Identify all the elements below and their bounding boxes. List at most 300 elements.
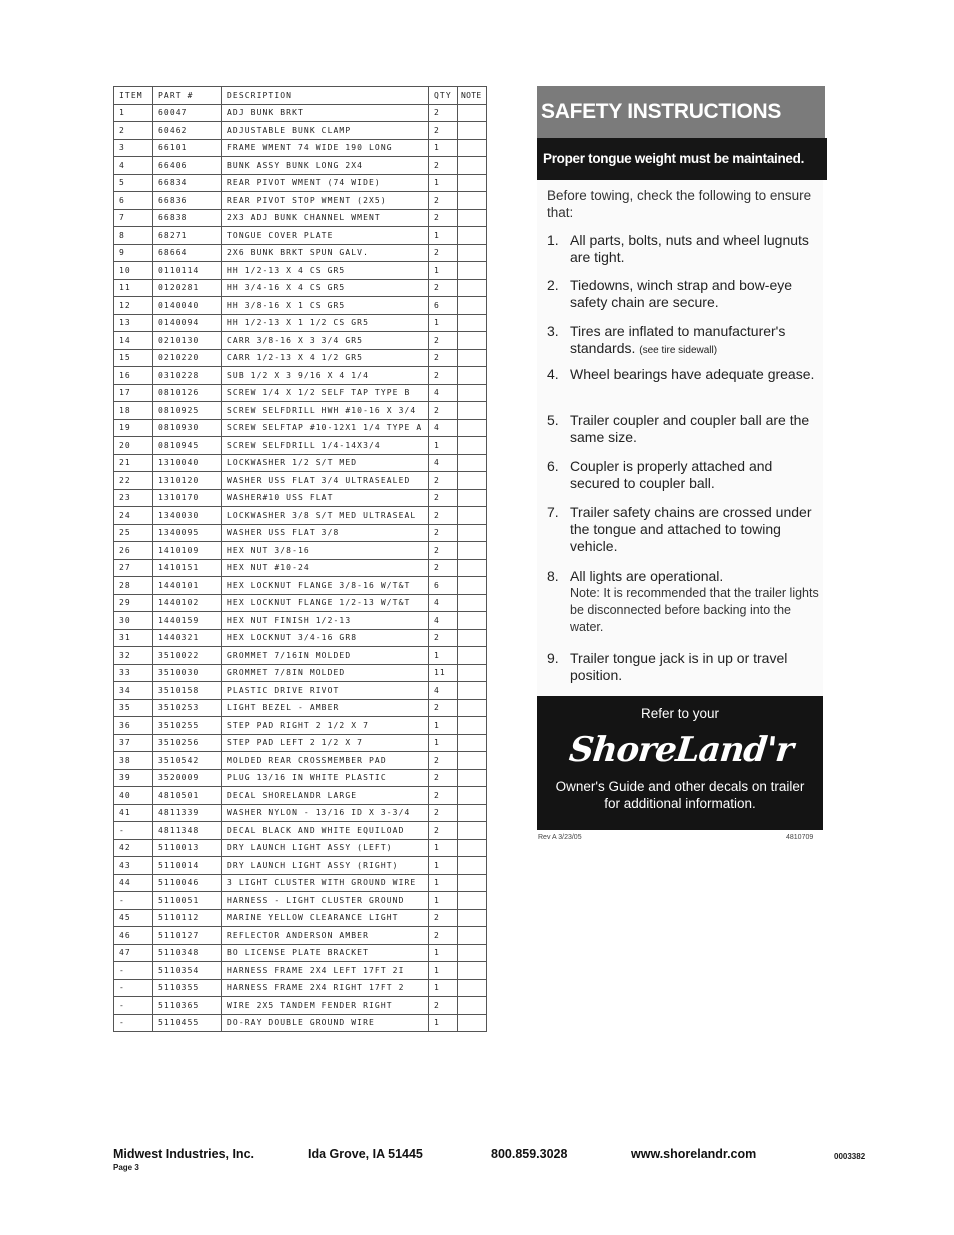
qty-cell: 2 (429, 192, 458, 210)
note-cell (458, 874, 487, 892)
description-cell: HEX LOCKNUT FLANGE 3/8-16 W/T&T (222, 577, 429, 595)
footer-phone: 800.859.3028 (491, 1147, 568, 1161)
item-cell: 40 (114, 787, 153, 805)
description-cell: STEP PAD RIGHT 2 1/2 X 7 (222, 717, 429, 735)
description-cell: HARNESS - LIGHT CLUSTER GROUND (222, 892, 429, 910)
item-cell: 35 (114, 699, 153, 717)
description-cell: SCREW SELFDRILL HWH #10-16 X 3/4 (222, 402, 429, 420)
description-cell: GROMMET 7/8IN MOLDED (222, 664, 429, 682)
table-row (114, 419, 487, 437)
note-cell (458, 139, 487, 157)
part-number-cell: 1340095 (153, 524, 222, 542)
table-row (114, 122, 487, 140)
note-cell (458, 227, 487, 245)
note-cell (458, 1014, 487, 1032)
part-number-cell: 5110013 (153, 839, 222, 857)
description-cell: PLASTIC DRIVE RIVOT (222, 682, 429, 700)
table-row (114, 874, 487, 892)
qty-cell: 2 (429, 769, 458, 787)
qty-cell: 1 (429, 892, 458, 910)
qty-cell: 1 (429, 734, 458, 752)
table-row (114, 962, 487, 980)
description-cell: DRY LAUNCH LIGHT ASSY (RIGHT) (222, 857, 429, 875)
qty-cell: 2 (429, 367, 458, 385)
note-cell (458, 699, 487, 717)
table-row (114, 367, 487, 385)
part-number-cell: 1340030 (153, 507, 222, 525)
footer-page-number: Page 3 (113, 1163, 139, 1172)
qty-cell: 1 (429, 647, 458, 665)
qty-cell: 2 (429, 752, 458, 770)
table-row (114, 279, 487, 297)
description-cell: SCREW SELFDRILL 1/4-14X3/4 (222, 437, 429, 455)
part-number-cell: 5110355 (153, 979, 222, 997)
table-row (114, 489, 487, 507)
item-cell: 21 (114, 454, 153, 472)
part-number-cell: 0110114 (153, 262, 222, 280)
table-row (114, 997, 487, 1015)
qty-cell: 2 (429, 787, 458, 805)
table-row (114, 139, 487, 157)
part-number-cell: 1410151 (153, 559, 222, 577)
qty-cell: 4 (429, 682, 458, 700)
item-cell: 4 (114, 157, 153, 175)
description-cell: HH 3/4-16 X 4 CS GR5 (222, 279, 429, 297)
description-cell: MARINE YELLOW CLEARANCE LIGHT (222, 909, 429, 927)
table-header-row (114, 87, 487, 105)
part-number-cell: 1440102 (153, 594, 222, 612)
item-cell: 39 (114, 769, 153, 787)
description-cell: ADJUSTABLE BUNK CLAMP (222, 122, 429, 140)
safety-item-number: 1. (547, 232, 559, 248)
item-cell: 20 (114, 437, 153, 455)
qty-cell: 2 (429, 279, 458, 297)
qty-cell: 2 (429, 489, 458, 507)
description-cell: HH 3/8-16 X 1 CS GR5 (222, 297, 429, 315)
part-number-cell: 68664 (153, 244, 222, 262)
safety-item-number: 3. (547, 323, 559, 339)
qty-cell: 1 (429, 437, 458, 455)
table-row (114, 734, 487, 752)
item-cell: 3 (114, 139, 153, 157)
qty-cell: 6 (429, 297, 458, 315)
item-cell: 7 (114, 209, 153, 227)
qty-cell: 2 (429, 332, 458, 350)
description-cell: SCREW 1/4 X 1/2 SELF TAP TYPE B (222, 384, 429, 402)
description-cell: WASHER USS FLAT 3/8 (222, 524, 429, 542)
item-cell: 16 (114, 367, 153, 385)
table-row (114, 192, 487, 210)
item-cell: 18 (114, 402, 153, 420)
table-row (114, 699, 487, 717)
qty-cell: 2 (429, 507, 458, 525)
item-cell: - (114, 997, 153, 1015)
table-row (114, 857, 487, 875)
note-cell (458, 787, 487, 805)
description-cell: REFLECTOR ANDERSON AMBER (222, 927, 429, 945)
qty-cell: 1 (429, 839, 458, 857)
qty-cell: 2 (429, 699, 458, 717)
part-number-cell: 0810925 (153, 402, 222, 420)
item-cell: 12 (114, 297, 153, 315)
note-cell (458, 437, 487, 455)
table-row (114, 384, 487, 402)
note-cell (458, 629, 487, 647)
header-item: ITEM (114, 87, 153, 105)
table-row (114, 174, 487, 192)
item-cell: 19 (114, 419, 153, 437)
note-cell (458, 542, 487, 560)
item-cell: 27 (114, 559, 153, 577)
item-cell: 24 (114, 507, 153, 525)
item-cell: 37 (114, 734, 153, 752)
note-cell (458, 262, 487, 280)
header-part-number: PART # (153, 87, 222, 105)
description-cell: DRY LAUNCH LIGHT ASSY (LEFT) (222, 839, 429, 857)
item-cell: 26 (114, 542, 153, 560)
item-cell: - (114, 892, 153, 910)
part-number-cell: 66836 (153, 192, 222, 210)
note-cell (458, 122, 487, 140)
item-cell: 13 (114, 314, 153, 332)
table-row (114, 892, 487, 910)
item-cell: 41 (114, 804, 153, 822)
qty-cell: 2 (429, 157, 458, 175)
item-cell: 36 (114, 717, 153, 735)
item-cell: 5 (114, 174, 153, 192)
item-cell: 2 (114, 122, 153, 140)
note-cell (458, 384, 487, 402)
part-number-cell: 5110051 (153, 892, 222, 910)
item-cell: 17 (114, 384, 153, 402)
description-cell: 2X6 BUNK BRKT SPUN GALV. (222, 244, 429, 262)
note-cell (458, 157, 487, 175)
description-cell: CARR 3/8-16 X 3 3/4 GR5 (222, 332, 429, 350)
item-cell: 23 (114, 489, 153, 507)
safety-item-number: 8. (547, 568, 559, 584)
note-cell (458, 752, 487, 770)
qty-cell: 2 (429, 804, 458, 822)
item-cell: 8 (114, 227, 153, 245)
part-number-cell: 1410109 (153, 542, 222, 560)
note-cell (458, 717, 487, 735)
description-cell: TONGUE COVER PLATE (222, 227, 429, 245)
footer-website: www.shorelandr.com (631, 1147, 757, 1161)
item-cell: 38 (114, 752, 153, 770)
item-cell: 30 (114, 612, 153, 630)
qty-cell: 2 (429, 122, 458, 140)
part-number-cell: 66101 (153, 139, 222, 157)
part-number-cell: 5110112 (153, 909, 222, 927)
parts-table (113, 86, 487, 1032)
description-cell: BO LICENSE PLATE BRACKET (222, 944, 429, 962)
table-row (114, 612, 487, 630)
table-row (114, 104, 487, 122)
part-number-cell: 5110348 (153, 944, 222, 962)
description-cell: STEP PAD LEFT 2 1/2 X 7 (222, 734, 429, 752)
note-cell (458, 979, 487, 997)
note-cell (458, 349, 487, 367)
description-cell: DECAL SHORELANDR LARGE (222, 787, 429, 805)
part-number-cell: 5110455 (153, 1014, 222, 1032)
safety-item-text-block (570, 568, 820, 636)
part-number-cell: 1310120 (153, 472, 222, 490)
decal-revision: Rev A 3/23/05 (538, 834, 582, 841)
qty-cell: 2 (429, 997, 458, 1015)
description-cell: HEX NUT FINISH 1/2-13 (222, 612, 429, 630)
qty-cell: 2 (429, 542, 458, 560)
part-number-cell: 3510256 (153, 734, 222, 752)
table-row (114, 209, 487, 227)
note-cell (458, 174, 487, 192)
item-cell: 28 (114, 577, 153, 595)
note-cell (458, 104, 487, 122)
qty-cell: 4 (429, 612, 458, 630)
description-cell: REAR PIVOT WMENT (74 WIDE) (222, 174, 429, 192)
qty-cell: 2 (429, 822, 458, 840)
description-cell: HEX NUT #10-24 (222, 559, 429, 577)
description-cell: WASHER NYLON - 13/16 ID X 3-3/4 (222, 804, 429, 822)
note-cell (458, 612, 487, 630)
qty-cell: 4 (429, 594, 458, 612)
table-row (114, 507, 487, 525)
note-cell (458, 962, 487, 980)
description-cell: LOCKWASHER 1/2 S/T MED (222, 454, 429, 472)
note-cell (458, 734, 487, 752)
qty-cell: 1 (429, 1014, 458, 1032)
item-cell: - (114, 979, 153, 997)
description-cell: SUB 1/2 X 3 9/16 X 4 1/4 (222, 367, 429, 385)
description-cell: HH 1/2-13 X 4 CS GR5 (222, 262, 429, 280)
item-cell: 45 (114, 909, 153, 927)
table-row (114, 944, 487, 962)
item-cell: - (114, 962, 153, 980)
description-cell: CARR 1/2-13 X 4 1/2 GR5 (222, 349, 429, 367)
note-cell (458, 927, 487, 945)
table-row (114, 682, 487, 700)
qty-cell: 2 (429, 209, 458, 227)
part-number-cell: 60462 (153, 122, 222, 140)
part-number-cell: 66838 (153, 209, 222, 227)
refer-panel (537, 696, 823, 830)
note-cell (458, 559, 487, 577)
qty-cell: 1 (429, 874, 458, 892)
part-number-cell: 3510158 (153, 682, 222, 700)
note-cell (458, 402, 487, 420)
table-row (114, 524, 487, 542)
qty-cell: 2 (429, 629, 458, 647)
item-cell: 32 (114, 647, 153, 665)
note-cell (458, 454, 487, 472)
safety-item-number: 5. (547, 412, 559, 428)
note-cell (458, 804, 487, 822)
part-number-cell: 0810126 (153, 384, 222, 402)
part-number-cell: 5110354 (153, 962, 222, 980)
safety-item-note: Note: It is recommended that the trailer lights be disconnected before backing into the water. (570, 586, 819, 634)
table-row (114, 297, 487, 315)
part-number-cell: 1310170 (153, 489, 222, 507)
table-row (114, 664, 487, 682)
footer-doc-code: 0003382 (834, 1152, 866, 1161)
description-cell: PLUG 13/16 IN WHITE PLASTIC (222, 769, 429, 787)
safety-item-text-block (570, 504, 820, 555)
qty-cell: 1 (429, 262, 458, 280)
note-cell (458, 244, 487, 262)
item-cell: 14 (114, 332, 153, 350)
qty-cell: 4 (429, 384, 458, 402)
table-row (114, 472, 487, 490)
safety-item-number: 2. (547, 277, 559, 293)
part-number-cell: 1440321 (153, 629, 222, 647)
refer-text: Refer to your (640, 706, 720, 721)
part-number-cell: 4811348 (153, 822, 222, 840)
table-row (114, 454, 487, 472)
part-number-cell: 0810930 (153, 419, 222, 437)
note-cell (458, 507, 487, 525)
note-cell (458, 192, 487, 210)
qty-cell: 2 (429, 402, 458, 420)
item-cell: 15 (114, 349, 153, 367)
safety-item-text-block (570, 232, 820, 266)
item-cell: - (114, 1014, 153, 1032)
table-row (114, 839, 487, 857)
description-cell: DECAL BLACK AND WHITE EQUILOAD (222, 822, 429, 840)
part-number-cell: 5110014 (153, 857, 222, 875)
qty-cell: 4 (429, 454, 458, 472)
qty-cell: 1 (429, 962, 458, 980)
table-row (114, 402, 487, 420)
header-note: NOTE (458, 87, 487, 105)
part-number-cell: 1310040 (153, 454, 222, 472)
qty-cell: 1 (429, 979, 458, 997)
item-cell: 6 (114, 192, 153, 210)
description-cell: 2X3 ADJ BUNK CHANNEL WMENT (222, 209, 429, 227)
table-row (114, 804, 487, 822)
item-cell: 33 (114, 664, 153, 682)
safety-item-text: Trailer coupler and coupler ball are the same size. (570, 412, 810, 445)
part-number-cell: 3510022 (153, 647, 222, 665)
safety-item-text-block (570, 366, 820, 383)
note-cell (458, 577, 487, 595)
safety-intro: Before towing, check the following to ensure that: (547, 188, 812, 220)
item-cell: 34 (114, 682, 153, 700)
description-cell: FRAME WMENT 74 WIDE 190 LONG (222, 139, 429, 157)
note-cell (458, 279, 487, 297)
item-cell: 42 (114, 839, 153, 857)
item-cell: 43 (114, 857, 153, 875)
note-cell (458, 857, 487, 875)
part-number-cell: 3520009 (153, 769, 222, 787)
table-row (114, 437, 487, 455)
note-cell (458, 297, 487, 315)
qty-cell: 1 (429, 717, 458, 735)
safety-item-text: Trailer safety chains are crossed under the tongue and attached to towing vehicle. (570, 504, 812, 554)
qty-cell: 4 (429, 419, 458, 437)
parts-table-body (114, 104, 487, 1032)
note-cell (458, 489, 487, 507)
table-row (114, 979, 487, 997)
note-cell (458, 524, 487, 542)
part-number-cell: 66834 (153, 174, 222, 192)
owners-guide-text: Owner's Guide and other decals on trailer for additional information. (555, 779, 805, 811)
table-row (114, 909, 487, 927)
part-number-cell: 66406 (153, 157, 222, 175)
table-row (114, 332, 487, 350)
safety-item-text: All lights are operational. (570, 568, 724, 584)
table-row (114, 752, 487, 770)
safety-item-text: Wheel bearings have adequate grease. (570, 366, 815, 382)
qty-cell: 2 (429, 349, 458, 367)
safety-instructions-decal (537, 86, 823, 830)
part-number-cell: 0210130 (153, 332, 222, 350)
table-row (114, 559, 487, 577)
note-cell (458, 472, 487, 490)
safety-item-text: Tiedowns, winch strap and bow-eye safety chain are secure. (570, 277, 793, 310)
description-cell: BUNK ASSY BUNK LONG 2X4 (222, 157, 429, 175)
table-row (114, 594, 487, 612)
note-cell (458, 822, 487, 840)
description-cell: HARNESS FRAME 2X4 LEFT 17FT 2I (222, 962, 429, 980)
table-row (114, 822, 487, 840)
description-cell: REAR PIVOT STOP WMENT (2X5) (222, 192, 429, 210)
note-cell (458, 944, 487, 962)
header-qty: QTY (429, 87, 458, 105)
note-cell (458, 769, 487, 787)
description-cell: DO-RAY DOUBLE GROUND WIRE (222, 1014, 429, 1032)
part-number-cell: 0810945 (153, 437, 222, 455)
item-cell: 10 (114, 262, 153, 280)
qty-cell: 2 (429, 104, 458, 122)
qty-cell: 1 (429, 139, 458, 157)
note-cell (458, 839, 487, 857)
qty-cell: 1 (429, 314, 458, 332)
part-number-cell: 0120281 (153, 279, 222, 297)
part-number-cell: 5110046 (153, 874, 222, 892)
safety-item-number: 7. (547, 504, 559, 520)
qty-cell: 1 (429, 857, 458, 875)
footer-company: Midwest Industries, Inc. (113, 1147, 254, 1161)
part-number-cell: 3510542 (153, 752, 222, 770)
part-number-cell: 4810501 (153, 787, 222, 805)
note-cell (458, 664, 487, 682)
description-cell: LIGHT BEZEL - AMBER (222, 699, 429, 717)
shorelandr-logo: ShoreLand'r (567, 730, 795, 770)
part-number-cell: 68271 (153, 227, 222, 245)
description-cell: HEX LOCKNUT FLANGE 1/2-13 W/T&T (222, 594, 429, 612)
footer-city: Ida Grove, IA 51445 (308, 1147, 423, 1161)
safety-item-text-block (570, 650, 820, 684)
note-cell (458, 209, 487, 227)
table-row (114, 1014, 487, 1032)
safety-item-text: Coupler is properly attached and secured to coupler ball. (570, 458, 773, 491)
description-cell: WASHER#10 USS FLAT (222, 489, 429, 507)
item-cell: 9 (114, 244, 153, 262)
description-cell: HEX NUT 3/8-16 (222, 542, 429, 560)
part-number-cell: 0140094 (153, 314, 222, 332)
table-row (114, 769, 487, 787)
note-cell (458, 314, 487, 332)
description-cell: GROMMET 7/16IN MOLDED (222, 647, 429, 665)
table-row (114, 314, 487, 332)
item-cell: 1 (114, 104, 153, 122)
item-cell: 31 (114, 629, 153, 647)
part-number-cell: 0310228 (153, 367, 222, 385)
part-number-cell: 1440101 (153, 577, 222, 595)
note-cell (458, 909, 487, 927)
description-cell: WIRE 2X5 TANDEM FENDER RIGHT (222, 997, 429, 1015)
table-row (114, 244, 487, 262)
note-cell (458, 647, 487, 665)
